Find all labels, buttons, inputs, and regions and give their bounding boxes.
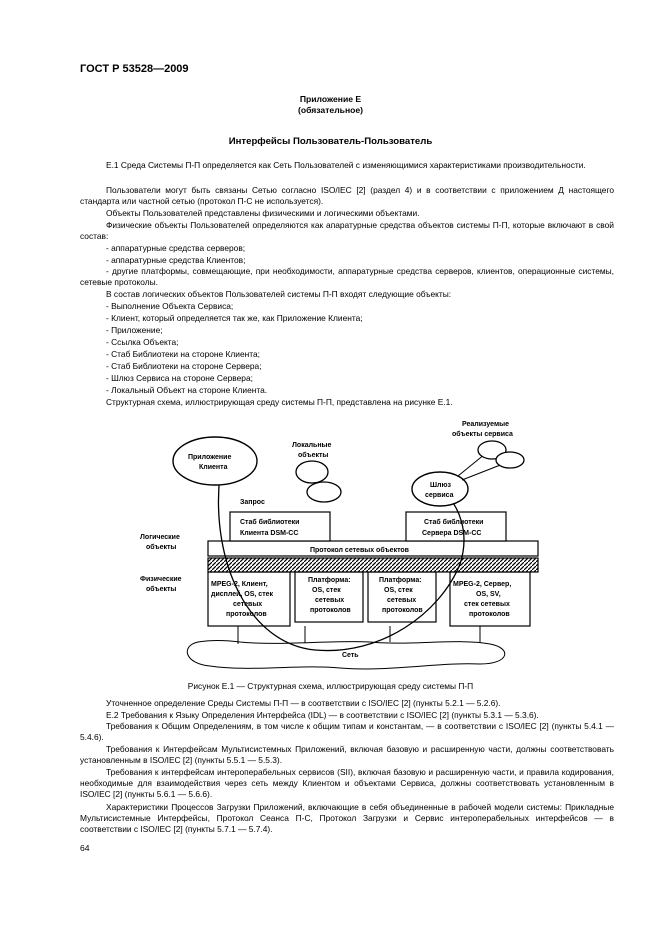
physical-label: Физические bbox=[140, 576, 182, 583]
paragraph-loading: Характеристики Процессов Загрузки Приложений, включающие в себя объединенные в рабочей модели системы: Прикладные Мультисистемные Интерфейсы, Протокол Сеанса П-С, Протокол Загрузки и Сервис интероперабельных интерфейсов — в соответствии с ISO/IEC [2] (пункты 5.7.1 — 5.7.4). bbox=[80, 802, 614, 835]
box-label: OS, стек bbox=[312, 587, 341, 594]
box-label: Платформа: bbox=[308, 577, 351, 584]
service-object-ellipse bbox=[496, 452, 524, 468]
paragraph-refined: Уточненное определение Среды Системы П-П — в соответствии с ISO/IEC [2] (пункты 5.2.1 — 5.2.6). bbox=[106, 698, 501, 708]
list-item: - Выполнение Объекта Сервиса; bbox=[106, 301, 234, 311]
box-label: Платформа: bbox=[379, 577, 422, 584]
standard-header: ГОСТ Р 53528—2009 bbox=[80, 63, 189, 75]
box-label: сетевых bbox=[387, 597, 417, 604]
box-label: дисплей, OS, стек bbox=[211, 591, 274, 598]
gateway-label: Шлюз bbox=[430, 482, 451, 489]
box-label: MPEG-2, Клиент, bbox=[211, 581, 268, 588]
client-app-ellipse bbox=[173, 437, 257, 485]
box-label: протоколов bbox=[226, 611, 267, 618]
hatched-layer bbox=[208, 558, 538, 572]
protocol-label: Протокол сетевых объектов bbox=[310, 547, 409, 554]
box-label: сетевых bbox=[315, 597, 345, 604]
box-label: протоколов bbox=[469, 611, 510, 618]
gateway-ellipse bbox=[412, 472, 468, 506]
box-label: стек сетевых bbox=[464, 601, 510, 608]
network-label: Сеть bbox=[342, 652, 359, 659]
paragraph-sii: Требования к интерфейсам интероперабельных сервисов (SII), включая базовую и расширенную части, и правила кодирования, необходимые для взаимодействия через сеть между Клиентом и объектами Сервиса, должны соответствовать установленным в ISO/IEC [2] (пункты 5.6.1 — 5.6.6). bbox=[80, 767, 614, 800]
paragraph-general: Требования к Общим Определениям, в том числе к общим типам и константам, — в соответствии с ISO/IEC [2] (пункты 5.4.1 — 5.4.6). bbox=[80, 721, 614, 743]
list-item: - аппаратурные средства Клиентов; bbox=[106, 255, 246, 265]
list-item: - аппаратурные средства серверов; bbox=[106, 243, 246, 253]
local-objects-label: Локальные bbox=[292, 442, 332, 449]
box-label: OS, стек bbox=[384, 587, 413, 594]
paragraph-physical: Физические объекты Пользователей определяются как апаратурные средства объектов системы П-П, которые включают в свой состав: bbox=[80, 220, 614, 242]
realizable-label: Реализуемые bbox=[462, 421, 509, 428]
list-item: - другие платформы, совмещающие, при необходимости, аппаратурные средства серверов, клиентов, операционные системы, сетевые протоколы. bbox=[80, 266, 614, 288]
box-label: MPEG-2, Сервер, bbox=[453, 581, 512, 588]
stub-server-label: Стаб библиотеки bbox=[424, 519, 484, 526]
box-label: OS, SV, bbox=[476, 591, 501, 598]
page-number: 64 bbox=[80, 843, 90, 853]
paragraph-e1: Е.1 Среда Системы П-П определяется как Сеть Пользователей с изменяющимися характеристиками производительности. bbox=[106, 160, 586, 170]
box-label: протоколов bbox=[310, 607, 351, 614]
logical-label: объекты bbox=[146, 544, 177, 551]
list-item: - Шлюз Сервиса на стороне Сервера; bbox=[106, 373, 253, 383]
client-app-label: Приложение bbox=[188, 454, 232, 461]
gateway-label: сервиса bbox=[425, 492, 454, 499]
list-item: - Ссылка Объекта; bbox=[106, 337, 179, 347]
logical-label: Логические bbox=[140, 534, 180, 541]
list-item: - Клиент, который определяется так же, как Приложение Клиента; bbox=[106, 313, 363, 323]
stub-client-label: Стаб библиотеки bbox=[240, 519, 300, 526]
stub-client-label: Клиента DSM-CC bbox=[240, 530, 299, 537]
list-item: - Стаб Библиотеки на стороне Сервера; bbox=[106, 361, 262, 371]
local-object-ellipse bbox=[296, 461, 328, 483]
paragraph-figure-ref: Структурная схема, иллюстрирующая среду системы П-П, представлена на рисунке Е.1. bbox=[106, 397, 453, 407]
list-item: - Стаб Библиотеки на стороне Клиента; bbox=[106, 349, 260, 359]
request-label: Запрос bbox=[240, 499, 265, 506]
physical-label: объекты bbox=[146, 586, 177, 593]
box-label: протоколов bbox=[382, 607, 423, 614]
appendix-heading: Интерфейсы Пользователь-Пользователь bbox=[228, 136, 433, 147]
local-object-ellipse bbox=[307, 482, 341, 502]
paragraph-multisystem: Требования к Интерфейсам Мультисистемных Приложений, включая базовую и расширенную части, должны соответствовать установленным в ISO/IEC [2] (пункты 5.5.1 — 5.5.3). bbox=[80, 744, 614, 766]
appendix-status: (обязательное) bbox=[297, 105, 364, 115]
paragraph-e2: Е.2 Требования к Языку Определения Интерфейса (IDL) — в соответствии с ISO/IEC [2] (пункты 5.3.1 — 5.3.6). bbox=[106, 710, 539, 720]
stub-server-label: Сервера DSM-CC bbox=[422, 530, 482, 537]
list-item: - Приложение; bbox=[106, 325, 163, 335]
list-item: - Локальный Объект на стороне Клиента. bbox=[106, 385, 268, 395]
client-app-label: Клиента bbox=[199, 464, 228, 471]
local-objects-label: объекты bbox=[298, 452, 329, 459]
figure-caption: Рисунок Е.1 — Структурная схема, иллюстрирующая среду системы П-П bbox=[187, 681, 474, 691]
paragraph-objects: Объекты Пользователей представлены физическими и логическими объектами. bbox=[106, 208, 420, 218]
paragraph-users: Пользователи могут быть связаны Сетью согласно ISO/IEC [2] (раздел 4) и в соответствии с приложением Д настоящего стандарта или частной сетью (протокол П-С не используется). bbox=[80, 185, 614, 207]
paragraph-logical: В состав логических объектов Пользователей системы П-П входят следующие объекты: bbox=[106, 289, 452, 299]
box-label: сетевых bbox=[233, 601, 263, 608]
structure-diagram bbox=[140, 414, 540, 676]
appendix-title: Приложение Е bbox=[299, 94, 362, 104]
realizable-label: объекты сервиса bbox=[452, 431, 513, 438]
